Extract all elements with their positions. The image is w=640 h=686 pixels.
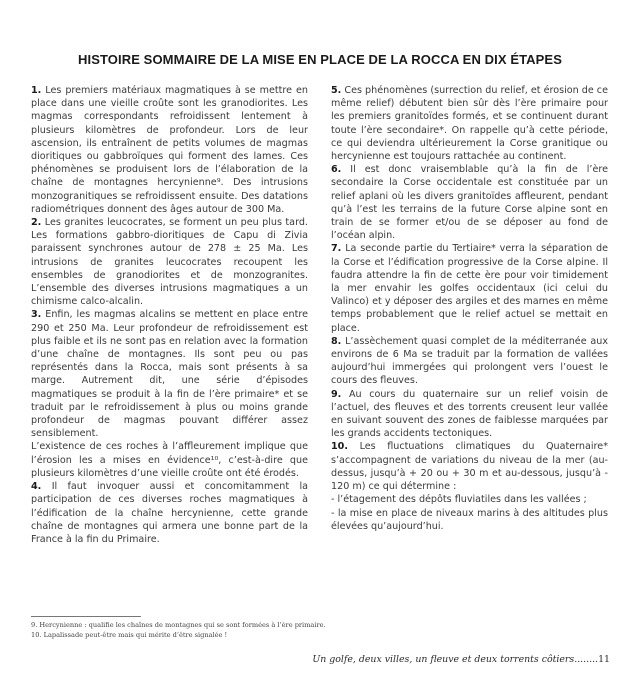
paragraph-text: L’assèchement quasi complet de la méditerranée aux environs de 6 Ma se traduit par la formation de vallées aujourd’hui immergées qui prolongent vers l’ouest le cours des fleuves. [331, 335, 608, 387]
paragraph-number: 8. [331, 335, 342, 347]
footnote-9: 9. Hercynienne : qualifie les chaînes de montagnes qui se sont formées à l’ère primaire. [31, 621, 326, 629]
page-number: 11 [598, 654, 610, 665]
paragraph-5 [331, 84, 608, 163]
paragraph-text: Ces phénomènes (surrection du relief, et érosion de ce même relief) débutent bien sûr dès l’ère primaire pour les premiers granitoïdes formés, et se continuent durant toute l’ère secondaire*. On rappelle qu’à cette période, ce qui deviendra ultérieurement la Corse granitique ou hercynienne est toujours rattachée au continent. [331, 85, 608, 163]
paragraph-1 [31, 84, 308, 216]
paragraph-text: Les granites leucocrates, se forment un peu plus tard. Les formations gabbro-dioritiques de Capu di Zivia paraissent synchrones autour de 278 ± 25 Ma. Les intrusions de granites leucocrates recoupent les ensembles de granodiorites et de monzogranites. L’ensemble des diverses intrusions magmatiques a un chimisme calco-alcalin. [31, 217, 308, 308]
paragraph-text: Au cours du quaternaire sur un relief voisin de l’actuel, des fleuves et des torrents creusent leur vallée en suivant souvent des zones de faiblesse marquées par les grands accidents tectoniques. [331, 388, 608, 440]
paragraph-6 [331, 163, 608, 242]
list-item-text: - l’étagement des dépôts fluviatiles dans les vallées ; [331, 494, 587, 506]
paragraph-number: 5. [331, 85, 342, 96]
paragraph-8 [331, 335, 608, 388]
list-item-text: - la mise en place de niveaux marins à des altitudes plus élevées qu’aujourd’hui. [331, 507, 608, 532]
paragraph-4 [31, 480, 308, 546]
paragraph-number: 2. [31, 217, 42, 229]
footnotes [31, 620, 431, 640]
paragraph-text: Enfin, les magmas alcalins se mettent en place entre 290 et 250 Ma. Leur profondeur de refroidissement est plus faible et ils ne sont pas en relation avec la formation d’une chaîne de montagnes. Ils sont peu ou pas représentés dans la Rocca, mais sont présents à sa marge. Autrement dit, une série d’épisodes magmatiques se produit à la fin de l’ère primaire* et se traduit par le refroidissement à plus ou moins grande profondeur de magmas pouvant différer assez sensiblement. [31, 309, 308, 440]
paragraph-3 [31, 308, 308, 440]
paragraph-9 [331, 388, 608, 441]
paragraph-number: 4. [31, 481, 42, 493]
paragraph-text: Les premiers matériaux magmatiques à se mettre en place dans une vieille croûte sont les granodiorites. Les magmas correspondants refroidissent lentement à plusieurs kilomètres de profondeur. Lors de leur ascension, ils entraînent de petits volumes de magmas dioritiques ou gabbroïques qui forment des lames. Ces phénomènes se produisent lors de l’élaboration de la chaîne de montagnes hercynienne⁹. Des intrusions monzogranitiques se refroidissent ensuite. Des datations radiométriques donnent des âges autour de 300 Ma. [31, 85, 308, 215]
paragraph-text: La seconde partie du Tertiaire* verra la séparation de la Corse et l’édification progressive de la Corse alpine. Il faudra attendre la fin de cette ère pour voir timidement la mer envahir les golfes occidentaux (ici celui du Valinco) et y déposer des argiles et des marnes en même temps probablement que le relief actuel se mettait en place. [331, 243, 608, 334]
paragraph-text: Il est donc vraisemblable qu’à la fin de l’ère secondaire la Corse occidentale est constituée par un relief aplani où les divers granitoïdes affleurent, pendant qu’à l’est les terrains de la future Corse alpine sont en train de se former et/ou de se déposer au fond de l’océan alpin. [331, 164, 608, 242]
paragraph-number: 9. [331, 388, 342, 400]
list-item [331, 507, 608, 533]
paragraph-text: L’existence de ces roches à l’affleurement implique que l’érosion les a mises en évidence¹⁰, c’est-à-dire que plusieurs kilomètres d’une vieille croûte ont été érodés. [31, 441, 308, 479]
paragraph-number: 10. [331, 441, 348, 453]
page-title: HISTOIRE SOMMAIRE DE LA MISE EN PLACE DE LA ROCCA EN DIX ÉTAPES [78, 52, 562, 67]
right-column [331, 84, 608, 533]
footnote-divider [31, 616, 141, 617]
paragraph-3-continued [31, 440, 308, 480]
paragraph-7 [331, 242, 608, 334]
paragraph-number: 7. [331, 243, 342, 255]
running-footer [312, 654, 610, 665]
paragraph-2 [31, 216, 308, 308]
paragraph-number: 1. [31, 85, 42, 96]
dot-leader: ........ [574, 654, 599, 665]
footnote-10: 10. Lapalissade peut-être mais qui mérite d’être signalée ! [31, 631, 228, 639]
paragraph-text: Il faut invoquer aussi et concomitamment la participation de ces diverses roches magmatiques à l’édification de la chaîne hercynienne, cette grande chaîne de montagnes qui armera une bonne part de la France à la fin du Primaire. [31, 481, 308, 545]
paragraph-text: Les fluctuations climatiques du Quaternaire* s’accompagnent de variations du niveau de la mer (au-dessus, jusqu’à + 20 ou + 30 m et au-dessous, jusqu’à - 120 m) ce qui détermine : [331, 441, 608, 493]
running-title: Un golfe, deux villes, un fleuve et deux torrents côtiers [312, 654, 575, 665]
paragraph-number: 3. [31, 309, 42, 321]
list-item [331, 493, 608, 506]
left-column [31, 84, 308, 546]
paragraph-number: 6. [331, 164, 342, 176]
paragraph-10 [331, 440, 608, 493]
